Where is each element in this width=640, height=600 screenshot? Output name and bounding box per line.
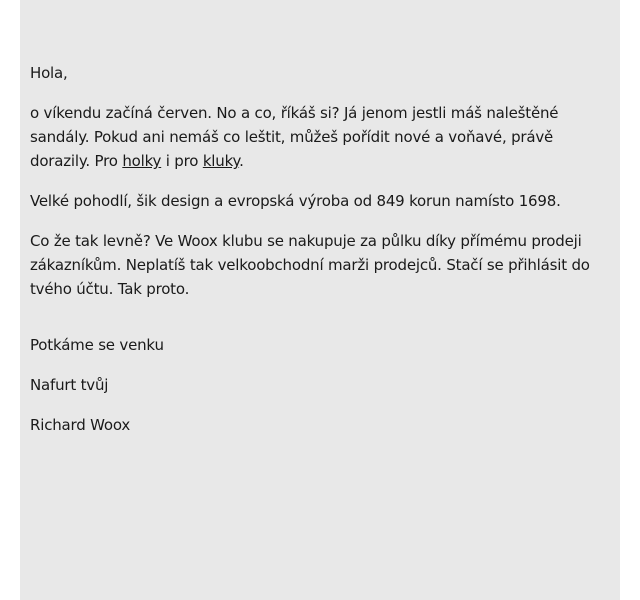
price-paragraph: Velké pohodlí, šik design a evropská výroba od 849 korun namísto 1698. xyxy=(30,192,561,210)
link-girls[interactable]: holky xyxy=(122,152,162,170)
signature: Richard Woox xyxy=(30,416,131,434)
link-boys[interactable]: kluky xyxy=(202,152,240,170)
greeting: Hola, xyxy=(30,64,68,82)
explanation-paragraph: Co že tak levně? Ve Woox klubu se nakupuje za půlku díky přímému prodeji zákazníkům. Neplatíš tak velkoobchodní marži prodejců. Stačí se přihlásit do tvého účtu. Tak proto. xyxy=(30,232,590,298)
intro-text-middle: i pro xyxy=(161,152,203,170)
email-body xyxy=(20,0,620,600)
closing-line: Potkáme se venku xyxy=(30,336,164,354)
intro-text-after: . xyxy=(239,152,244,170)
intro-text-before: o víkendu začíná červen. No a co, říkáš si? Já jenom jestli máš naleštěné sandály. Pokud ani nemáš co leštit, můžeš pořídit nové a voňavé, právě dorazily. Pro xyxy=(30,104,559,170)
intro-paragraph xyxy=(30,101,615,173)
closing-phrase: Nafurt tvůj xyxy=(30,376,109,394)
email-content xyxy=(30,61,615,453)
